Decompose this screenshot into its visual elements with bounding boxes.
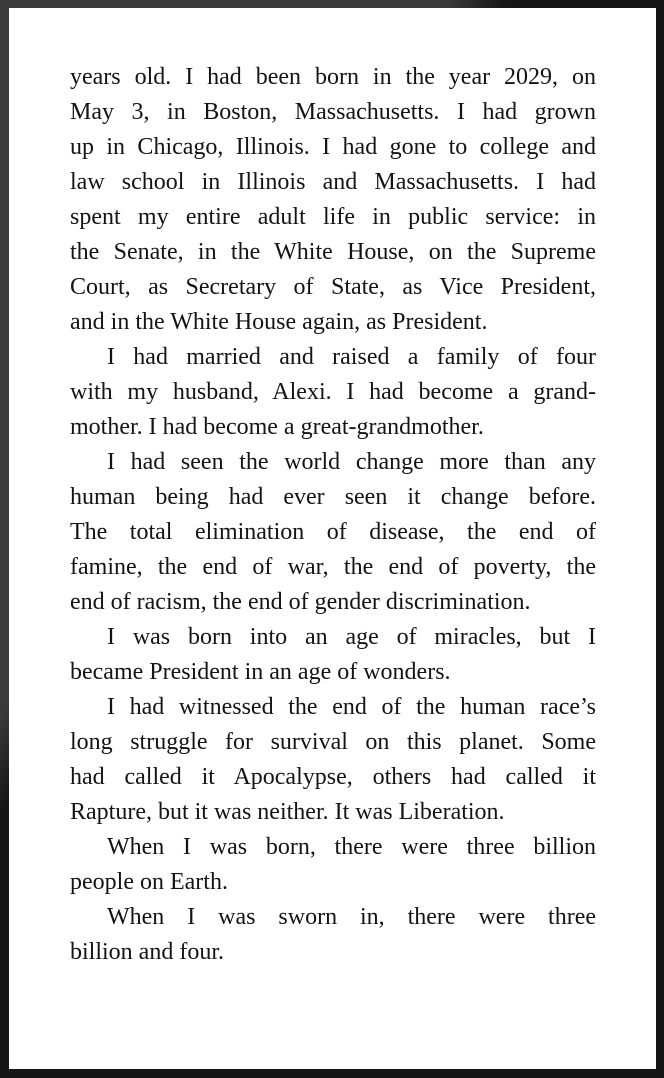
text-line: I had seen the world change more than any: [107, 449, 596, 475]
text-line: mother. I had become a great-grandmother.: [70, 414, 484, 440]
text-line: I was born into an age of miracles, but I: [107, 624, 596, 650]
book-page[interactable]: [9, 8, 656, 1069]
page-text: [70, 60, 596, 970]
text-line: Court, as Secretary of State, as Vice President,: [70, 274, 596, 300]
text-line: and in the White House again, as President.: [70, 309, 488, 335]
text-line: years old. I had been born in the year 2029, on: [70, 64, 596, 90]
text-line: spent my entire adult life in public service: in: [70, 204, 596, 230]
text-line: Rapture, but it was neither. It was Liberation.: [70, 799, 505, 825]
text-line: famine, the end of war, the end of poverty, the: [70, 554, 596, 580]
text-line: long struggle for survival on this planet. Some: [70, 729, 596, 755]
text-line: up in Chicago, Illinois. I had gone to college and: [70, 134, 596, 160]
text-line: with my husband, Alexi. I had become a grand-: [70, 379, 596, 405]
text-line: I had married and raised a family of four: [107, 344, 596, 370]
text-line: When I was sworn in, there were three: [107, 904, 596, 930]
text-line: When I was born, there were three billion: [107, 834, 596, 860]
text-line: May 3, in Boston, Massachusetts. I had grown: [70, 99, 596, 125]
text-line: became President in an age of wonders.: [70, 659, 451, 685]
text-line: law school in Illinois and Massachusetts. I had: [70, 169, 596, 195]
text-line: people on Earth.: [70, 869, 228, 895]
text-line: had called it Apocalypse, others had called it: [70, 764, 596, 790]
text-line: The total elimination of disease, the end of: [70, 519, 596, 545]
text-line: human being had ever seen it change before.: [70, 484, 596, 510]
text-line: end of racism, the end of gender discrimination.: [70, 589, 531, 615]
text-line: I had witnessed the end of the human race’s: [107, 694, 596, 720]
text-line: the Senate, in the White House, on the Supreme: [70, 239, 596, 265]
text-line: billion and four.: [70, 939, 224, 965]
